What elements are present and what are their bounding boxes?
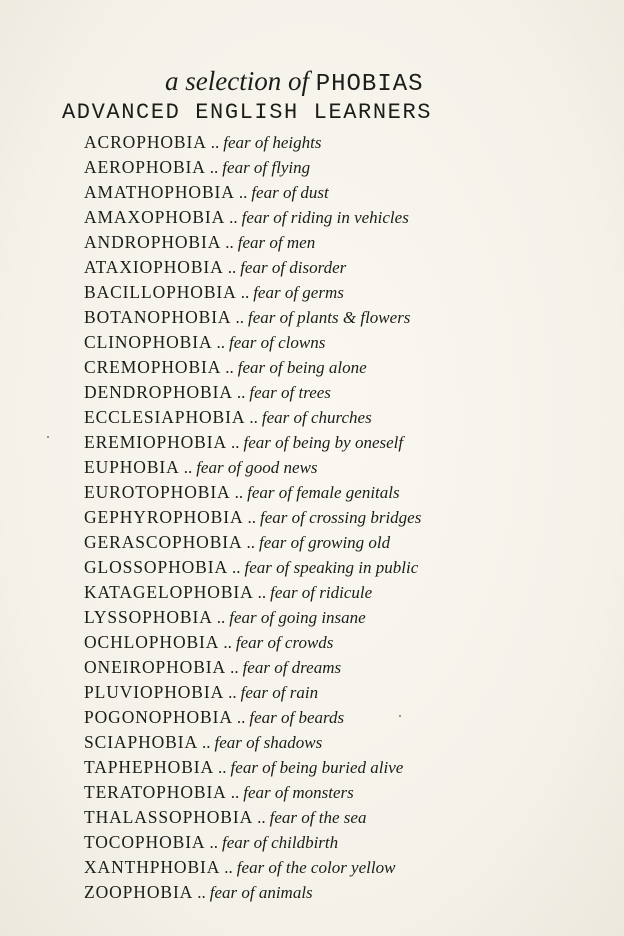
phobia-entry <box>84 230 604 255</box>
phobia-term: AMATHOPHOBIA <box>84 182 235 202</box>
phobia-definition: fear of animals <box>209 883 313 902</box>
phobia-term: THALASSOPHOBIA <box>84 807 254 827</box>
phobia-entry <box>84 280 604 305</box>
entry-separator: .. <box>228 683 237 702</box>
entry-separator: .. <box>235 308 244 327</box>
phobia-entry <box>84 330 604 355</box>
phobia-term: LYSSOPHOBIA <box>84 607 213 627</box>
entry-separator: .. <box>216 333 226 352</box>
entry-separator: .. <box>249 408 258 427</box>
phobia-definition: fear of churches <box>261 408 372 427</box>
phobia-definition: fear of ridicule <box>270 583 373 602</box>
entry-separator: .. <box>238 183 248 202</box>
phobia-term: CLINOPHOBIA <box>84 332 213 352</box>
entry-separator: .. <box>236 708 246 727</box>
phobia-term: TOCOPHOBIA <box>84 832 206 852</box>
phobia-definition: fear of dust <box>251 183 329 202</box>
phobia-term: KATAGELOPHOBIA <box>84 582 254 602</box>
phobia-entry <box>84 130 604 155</box>
page-subtitle: ADVANCED ENGLISH LEARNERS <box>62 100 433 125</box>
phobia-term: TAPHEPHOBIA <box>84 757 215 777</box>
phobia-entry <box>84 655 604 680</box>
phobia-definition: fear of flying <box>222 158 311 177</box>
entry-separator: .. <box>225 358 234 377</box>
phobia-definition: fear of men <box>237 233 316 252</box>
phobia-entry <box>84 430 604 455</box>
phobia-definition: fear of speaking in public <box>244 558 419 577</box>
phobia-entry <box>84 455 604 480</box>
phobia-definition: fear of plants & flowers <box>247 308 411 327</box>
phobia-definition: fear of shadows <box>214 733 323 752</box>
entry-separator: .. <box>247 508 256 527</box>
phobia-entry <box>84 855 604 880</box>
phobia-term: EREMIOPHOBIA <box>84 432 228 452</box>
phobia-entry <box>84 705 604 730</box>
entry-separator: .. <box>209 158 219 177</box>
phobia-entry <box>84 630 604 655</box>
phobia-term: BACILLOPHOBIA <box>84 282 237 302</box>
phobia-definition: fear of crossing bridges <box>260 508 422 527</box>
phobia-definition: fear of germs <box>253 283 344 302</box>
phobia-entry <box>84 380 604 405</box>
entry-separator: .. <box>223 633 232 652</box>
phobia-term: OCHLOPHOBIA <box>84 632 220 652</box>
phobia-term: AEROPHOBIA <box>84 157 206 177</box>
phobia-term: XANTHPHOBIA <box>84 857 221 877</box>
entry-separator: .. <box>218 758 227 777</box>
phobia-entry <box>84 680 604 705</box>
phobia-definition: fear of childbirth <box>221 833 339 852</box>
phobia-definition: fear of the sea <box>269 808 367 827</box>
entry-separator: .. <box>224 858 233 877</box>
phobia-entry <box>84 480 604 505</box>
phobia-definition: fear of crowds <box>235 633 334 652</box>
phobia-entry <box>84 580 604 605</box>
entry-separator: .. <box>234 483 244 502</box>
entry-separator: .. <box>236 383 246 402</box>
phobia-entry <box>84 555 604 580</box>
phobia-entry <box>84 755 604 780</box>
phobia-term: SCIAPHOBIA <box>84 732 199 752</box>
print-speck <box>399 715 401 717</box>
phobia-entry <box>84 805 604 830</box>
page-title <box>165 64 424 102</box>
entry-separator: .. <box>216 608 226 627</box>
title-main: PHOBIAS <box>315 71 424 98</box>
phobia-definition: fear of female genitals <box>247 483 400 502</box>
phobia-entry <box>84 205 604 230</box>
phobia-term: POGONOPHOBIA <box>84 707 233 727</box>
phobia-definition: fear of being by oneself <box>243 433 404 452</box>
phobia-term: ACROPHOBIA <box>84 132 207 152</box>
phobia-term: GEPHYROPHOBIA <box>84 507 244 527</box>
phobia-definition: fear of the color yellow <box>236 858 396 877</box>
phobia-entry <box>84 305 604 330</box>
phobia-definition: fear of rain <box>240 683 319 702</box>
entry-separator: .. <box>202 733 211 752</box>
entry-separator: .. <box>227 258 237 277</box>
phobia-definition: fear of heights <box>223 133 322 152</box>
phobia-definition: fear of being alone <box>237 358 367 377</box>
phobia-definition: fear of riding in vehicles <box>241 208 409 227</box>
phobia-definition: fear of disorder <box>240 258 347 277</box>
entry-separator: .. <box>257 583 267 602</box>
phobia-entry <box>84 530 604 555</box>
phobia-definition: fear of clowns <box>229 333 326 352</box>
entry-separator: .. <box>231 433 240 452</box>
phobia-entry <box>84 155 604 180</box>
phobia-definition: fear of beards <box>249 708 345 727</box>
phobia-term: BOTANOPHOBIA <box>84 307 232 327</box>
title-prefix: a selection of <box>165 66 309 96</box>
entry-separator: .. <box>225 233 234 252</box>
entry-separator: .. <box>183 458 193 477</box>
entry-separator: .. <box>240 283 250 302</box>
phobia-definition: fear of trees <box>249 383 331 402</box>
phobia-entry <box>84 255 604 280</box>
entry-separator: .. <box>230 783 240 802</box>
entry-separator: .. <box>230 658 239 677</box>
phobia-term: ATAXIOPHOBIA <box>84 257 224 277</box>
entry-separator: .. <box>232 558 241 577</box>
entry-separator: .. <box>209 833 218 852</box>
phobia-term: ANDROPHOBIA <box>84 232 222 252</box>
phobia-term: ECCLESIAPHOBIA <box>84 407 246 427</box>
phobia-entry <box>84 355 604 380</box>
phobia-entry <box>84 880 604 905</box>
phobia-entry <box>84 505 604 530</box>
entry-separator: .. <box>257 808 266 827</box>
phobia-term: CREMOPHOBIA <box>84 357 222 377</box>
phobia-term: DENDROPHOBIA <box>84 382 233 402</box>
phobia-definition: fear of being buried alive <box>230 758 404 777</box>
phobia-entry <box>84 405 604 430</box>
print-speck <box>47 436 49 438</box>
phobia-definition: fear of growing old <box>259 533 391 552</box>
phobia-definition: fear of going insane <box>229 608 366 627</box>
phobia-entry <box>84 830 604 855</box>
phobia-term: ZOOPHOBIA <box>84 882 194 902</box>
phobia-definition: fear of monsters <box>243 783 354 802</box>
phobia-term: ONEIROPHOBIA <box>84 657 227 677</box>
phobia-definition: fear of dreams <box>242 658 342 677</box>
phobia-term: PLUVIOPHOBIA <box>84 682 225 702</box>
phobia-term: EUPHOBIA <box>84 457 180 477</box>
phobia-entry <box>84 780 604 805</box>
entry-separator: .. <box>229 208 238 227</box>
phobia-list <box>84 130 604 905</box>
phobia-definition: fear of good news <box>196 458 318 477</box>
phobia-entry <box>84 730 604 755</box>
phobia-term: TERATOPHOBIA <box>84 782 227 802</box>
phobia-entry <box>84 180 604 205</box>
phobia-term: EUROTOPHOBIA <box>84 482 231 502</box>
phobia-term: GERASCOPHOBIA <box>84 532 243 552</box>
entry-separator: .. <box>246 533 256 552</box>
phobia-term: AMAXOPHOBIA <box>84 207 226 227</box>
entry-separator: .. <box>197 883 206 902</box>
phobia-entry <box>84 605 604 630</box>
phobia-term: GLOSSOPHOBIA <box>84 557 229 577</box>
entry-separator: .. <box>210 133 220 152</box>
